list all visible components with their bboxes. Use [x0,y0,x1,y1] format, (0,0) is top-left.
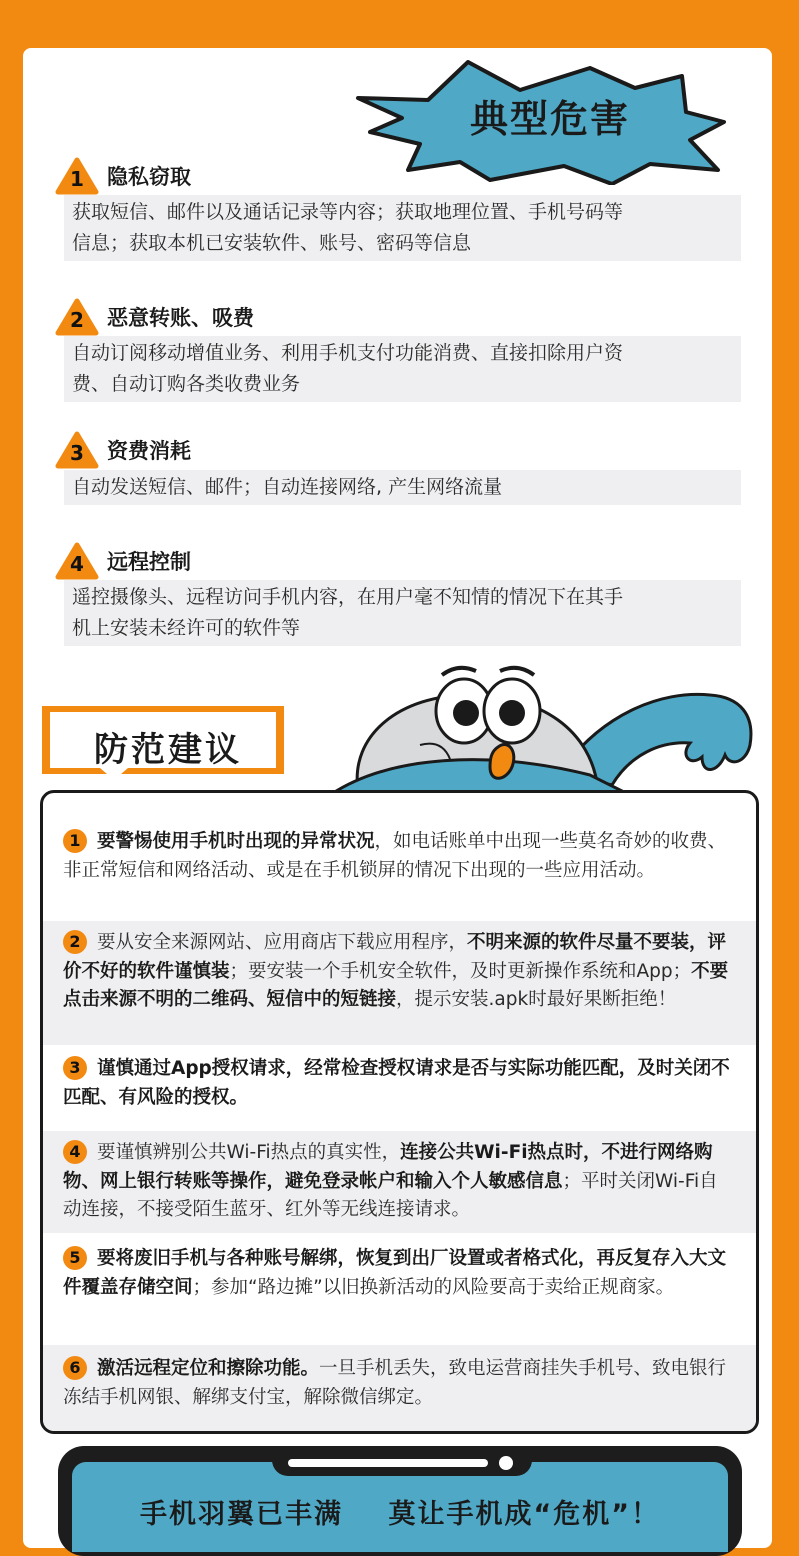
advice-item [43,828,756,885]
hazard-item [55,297,254,337]
warning-triangle-icon [55,431,99,469]
advice-panel [40,790,759,1434]
speaker-icon [288,1459,488,1467]
advice-item [43,921,756,1045]
advice-bold-text: 激活远程定位和擦除功能。 [97,1358,320,1379]
advice-number-badge: 5 [63,1246,87,1270]
advice-text: 要谨慎辨别公共Wi-Fi热点的真实性， [97,1142,401,1163]
hazard-title: 隐私窃取 [107,165,191,189]
advice-text: ，提示安装.apk时最好果断拒绝！ [396,989,677,1010]
hazard-description [64,580,741,646]
mascot-illustration [330,655,770,795]
advice-bold-text: 不明来源的软件尽量不要装，评价不好的软件谨慎装 [63,932,727,982]
description-line: 机上安装未经许可的软件等 [72,617,301,639]
advice-number-badge: 1 [63,829,87,853]
advice-bold-text: 要警惕使用手机时出现的异常状况 [97,831,375,852]
advice-item [43,1245,756,1302]
advice-number-badge: 6 [63,1356,87,1380]
advice-title: 防范建议 [94,730,242,770]
hazard-description [64,195,741,261]
advice-text: ；平时关闭Wi-Fi自动连接，不接受陌生蓝牙、红外等无线连接请求。 [63,1170,718,1220]
advice-item [43,1131,756,1233]
slogan: 手机羽翼已丰满 莫让手机成“危机”！ [139,1499,661,1530]
description-line: 获取短信、邮件以及通话记录等内容；获取地理位置、手机号码等 [72,201,624,223]
description-line: 自动订阅移动增值业务、利用手机支付功能消费、直接扣除用户资 [72,342,624,364]
hazard-number: 3 [70,441,84,465]
warning-triangle-icon [55,298,99,336]
advice-item [43,1055,756,1112]
advice-text: 要从安全来源网站、应用商店下载应用程序， [97,932,468,953]
hazard-item [55,156,191,196]
advice-number-badge: 4 [63,1140,87,1164]
advice-number-badge: 3 [63,1056,87,1080]
description-line: 自动发送短信、邮件；自动连接网络, 产生网络流量 [72,476,503,498]
description-line: 费、自动订购各类收费业务 [72,373,301,395]
warning-triangle-icon [55,157,99,195]
hazard-title: 恶意转账、吸费 [107,306,254,330]
description-line: 遥控摄像头、远程访问手机内容，在用户毫不知情的情况下在其手 [72,586,624,608]
hazard-number: 2 [70,308,84,332]
hazard-description [64,336,741,402]
advice-text: ；要安装一个手机安全软件，及时更新操作系统和App； [229,960,692,982]
hazard-title: 远程控制 [107,550,191,574]
advice-bold-text: 不要点击来源不明的二维码、短信中的短链接 [63,960,729,1010]
hazard-item [55,541,191,581]
advice-number-badge: 2 [63,930,87,954]
hazard-number: 1 [70,167,84,191]
hazard-title: 资费消耗 [107,439,191,463]
advice-bold-text: 谨慎通过App授权请求，经常检查授权请求是否与实际功能匹配，及时关闭不匹配、有风险的授权。 [63,1058,730,1108]
description-line: 信息；获取本机已安装软件、账号、密码等信息 [72,232,472,254]
advice-text: ；参加“路边摊”以旧换新活动的风险要高于卖给正规商家。 [192,1276,675,1298]
advice-item [43,1345,756,1434]
advice-text: ，如电话账单中出现一些莫名奇妙的收费、非正常短信和网络活动、或是在手机锁屏的情况下出现的一些应用活动。 [63,831,727,881]
hazard-item [55,430,191,470]
advice-bold-text: 要将废旧手机与各种账号解绑，恢复到出厂设置或者格式化，再反复存入大文件覆盖存储空间 [63,1248,727,1298]
hazards-title: 典型危害 [470,97,631,141]
hazard-number: 4 [70,552,84,576]
advice-text: 一旦手机丢失，致电运营商挂失手机号、致电银行冻结手机网银、解绑支付宝，解除微信绑定。 [63,1358,727,1408]
hazard-description [64,470,741,505]
advice-bold-text: 连接公共Wi-Fi热点时，不进行网络购物、网上银行转账等操作，避免登录帐户和输入个人敏感信息 [63,1142,713,1192]
warning-triangle-icon [55,542,99,580]
camera-icon [499,1456,513,1470]
